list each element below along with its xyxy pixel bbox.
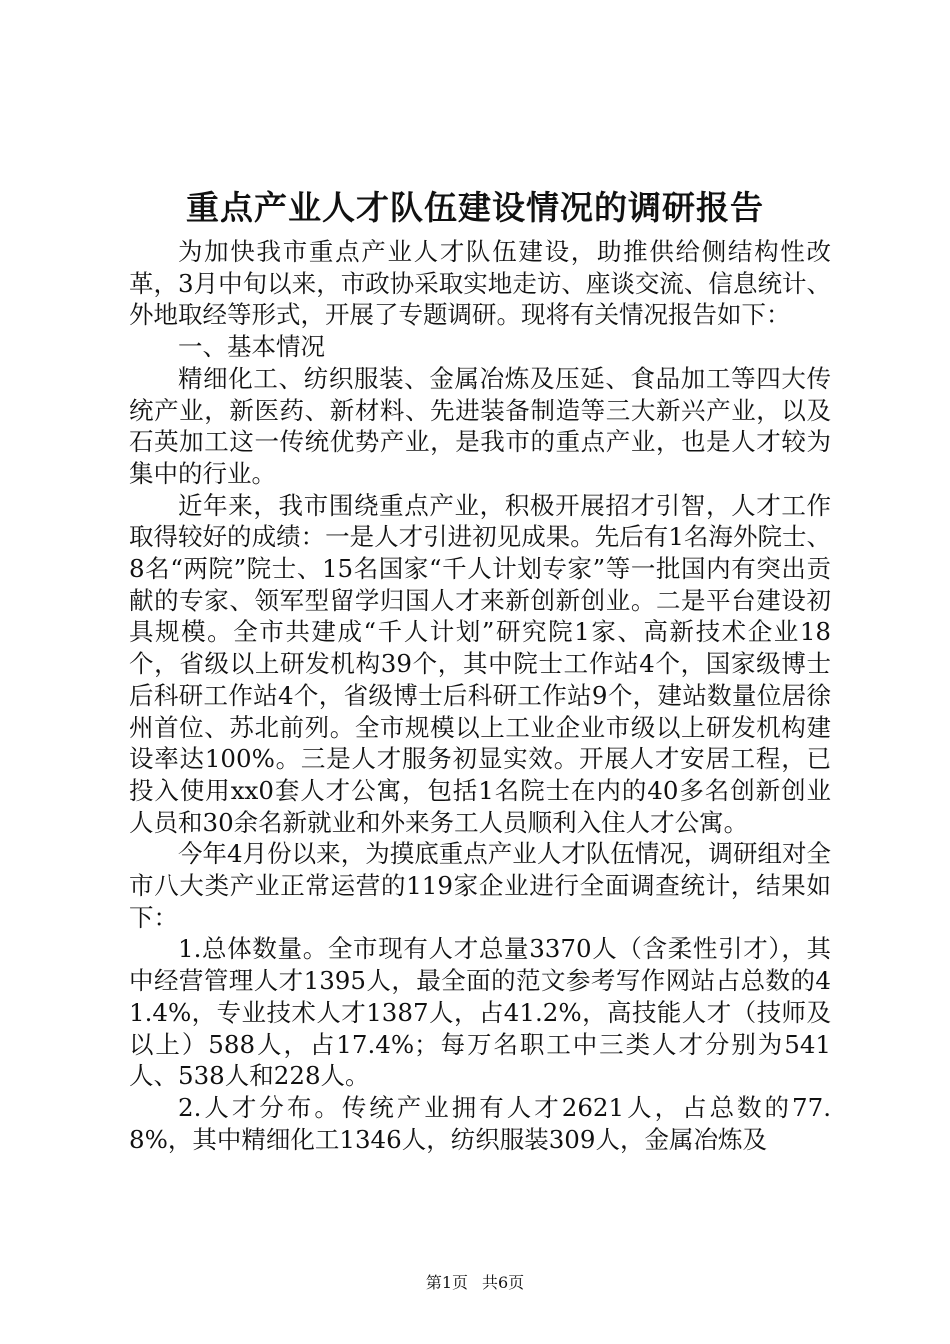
paragraph-industries: 精细化工、纺织服装、金属冶炼及压延、食品加工等四大传统产业，新医药、新材料、先进装备制造等三大新兴产业，以及石英加工这一传统优势产业，是我市的重点产业，也是人才较为集中的行业。 xyxy=(129,363,831,488)
paragraph-total-count: 1.总体数量。全市现有人才总量3370人（含柔性引才），其中经营管理人才1395人，最全面的范文参考写作网站占总数的41.4%，专业技术人才1387人，占41.2%，高技能人才（技师及以上）588人，占17.4%；每万名职工中三类人才分别为541人、538人和228人。 xyxy=(129,934,831,1091)
document-body xyxy=(129,236,831,1155)
paragraph-achievements: 近年来，我市围绕重点产业，积极开展招才引智，人才工作取得较好的成绩：一是人才引进初见成果。先后有1名海外院士、8名“两院”院士、15名国家“千人计划专家”等一批国内有突出贡献的专家、领军型留学归国人才来新创新创业。二是平台建设初具规模。全市共建成“千人计划”研究院1家、高新技术企业18个，省级以上研发机构39个，其中院士工作站4个，国家级博士后科研工作站4个，省级博士后科研工作站9个，建站数量位居徐州首位、苏北前列。全市规模以上工业企业市级以上研发机构建设率达100%。三是人才服务初显实效。开展人才安居工程，已投入使用xx0套人才公寓，包括1名院士在内的40多名创新创业人员和30余名新就业和外来务工人员顺利入住人才公寓。 xyxy=(129,490,831,837)
page-total: 共6页 xyxy=(482,1273,525,1292)
paragraph-distribution: 2.人才分布。传统产业拥有人才2621人，占总数的77.8%，其中精细化工1346人，纺织服装309人，金属冶炼及 xyxy=(129,1092,831,1154)
page-footer xyxy=(0,1272,950,1294)
section-heading-basic: 一、基本情况 xyxy=(178,332,325,362)
page-number: 第1页 xyxy=(425,1273,468,1292)
document-title: 重点产业人才队伍建设情况的调研报告 xyxy=(186,188,764,227)
paragraph-intro: 为加快我市重点产业人才队伍建设，助推供给侧结构性改革，3月中旬以来，市政协采取实地走访、座谈交流、信息统计、外地取经等形式，开展了专题调研。现将有关情况报告如下： xyxy=(129,237,831,330)
paragraph-survey: 今年4月份以来，为摸底重点产业人才队伍情况，调研组对全市八大类产业正常运营的119家企业进行全面调查统计，结果如下： xyxy=(129,839,831,932)
